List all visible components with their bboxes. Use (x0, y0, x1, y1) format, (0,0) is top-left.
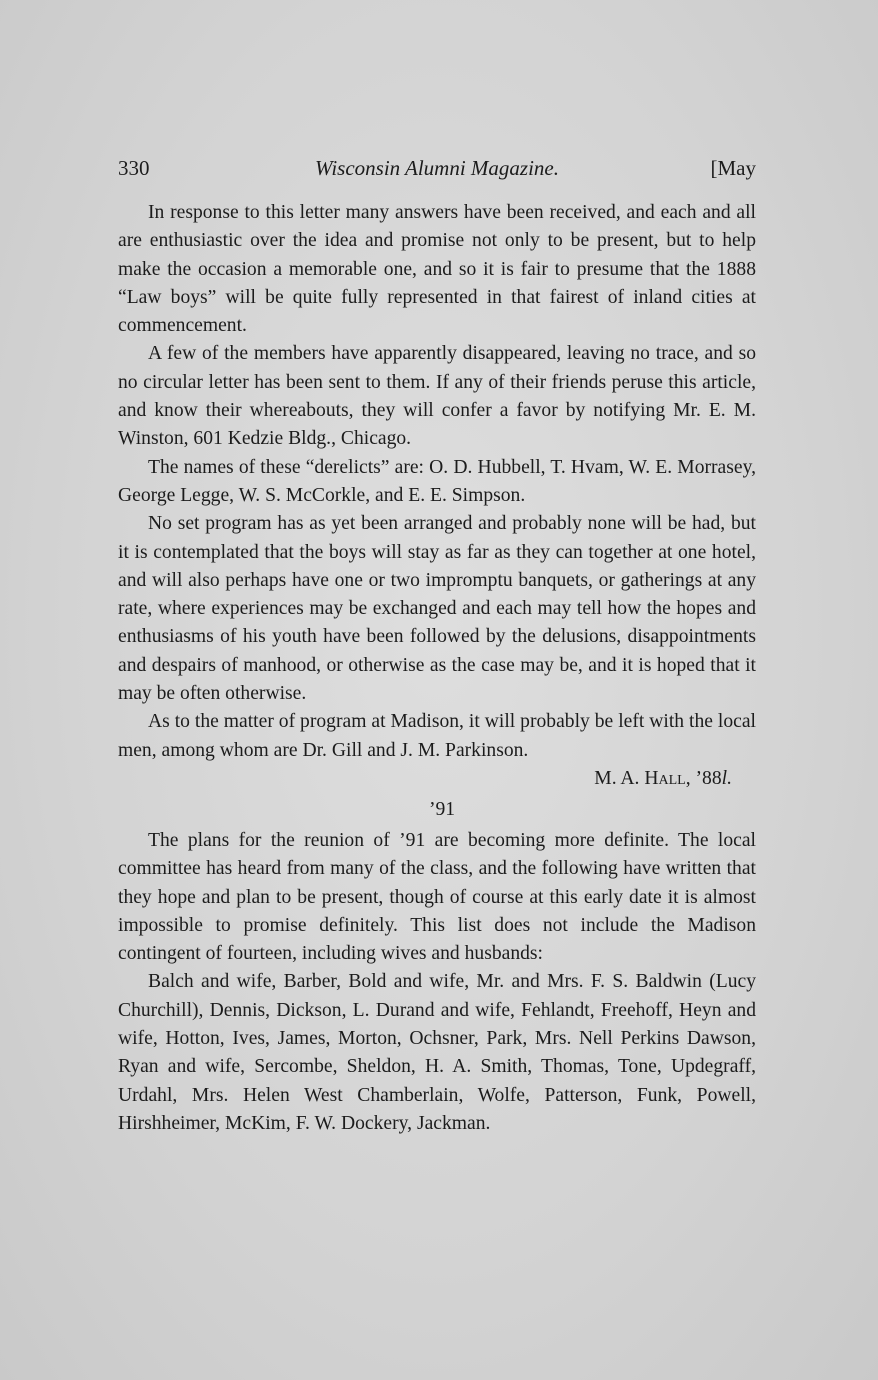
journal-title: Wisconsin Alumni Magazine. (314, 156, 560, 180)
article-body (118, 199, 756, 1138)
paragraph-disappeared: A few of the members have apparently disappeared, leaving no trace, and so no circular letter has been sent to them. If any of their friends peruse this article, and know their whereabouts, they will confer a favor by notifying Mr. E. M. Winston, 601 Kedzie Bldg., Chicago. (118, 343, 756, 450)
signature-class: , ’88 (685, 767, 722, 789)
paragraph-derelicts: The names of these “derelicts” are: O. D. Hubbell, T. Hvam, W. E. Morrasey, George Legge, W. S. McCorkle, and E. E. Simpson. (118, 456, 756, 506)
author-signature (118, 765, 756, 793)
page-header (118, 150, 756, 186)
month-label: [May (710, 156, 756, 180)
signature-initials: M. A. (594, 767, 640, 789)
paragraph-program: No set program has as yet been arranged and probably none will be had, but it is contemplated that the boys will stay as far as they can together at one hotel, and will also perhaps have one or two impromptu banquets, or gatherings at any rate, where experiences may be exchanged and each may tell how the hopes and enthusiasms of his youth have been followed by the delusions, disappointments and despairs of manhood, or otherwise as the case may be, and it is hoped that it may be often otherwise. (118, 513, 756, 705)
paragraph-responses: In response to this letter many answers have been received, and each and all are enthusiastic over the idea and promise not only to be present, but to help make the occasion a memorable one, and so it is fair to presume that the 1888 “Law boys” will be quite fully represented in that fairest of inland cities at commencement. (118, 202, 756, 337)
paragraph-91-plans: The plans for the reunion of ’91 are becoming more definite. The local committee has heard from many of the class, and the following have written that they hope and plan to be present, though of course at this early date it is almost impossible to promise definitely. This list does not include the Madison contingent of fourteen, including wives and husbands: (118, 829, 756, 965)
section-heading-91: ’91 (428, 798, 456, 820)
signature-suffix: l. (721, 767, 732, 789)
page-number: 330 (118, 156, 150, 180)
paragraph-madison: As to the matter of program at Madison, it will probably be left with the local men, among whom are Dr. Gill and J. M. Parkinson. (118, 711, 756, 761)
paragraph-91-attendees: Balch and wife, Barber, Bold and wife, Mr. and Mrs. F. S. Baldwin (Lucy Churchill), Dennis, Dickson, L. Durand and wife, Fehlandt, Freehoff, Heyn and wife, Hotton, Ives, James, Morton, Ochsner, Park, Mrs. Nell Perkins Dawson, Ryan and wife, Sercombe, Sheldon, H. A. Smith, Thomas, Tone, Updegraff, Urdahl, Mrs. Helen West Chamberlain, Wolfe, Patterson, Funk, Powell, Hirshheimer, McKim, F. W. Dockery, Jackman. (118, 971, 756, 1134)
signature-surname: Hall (644, 767, 686, 789)
